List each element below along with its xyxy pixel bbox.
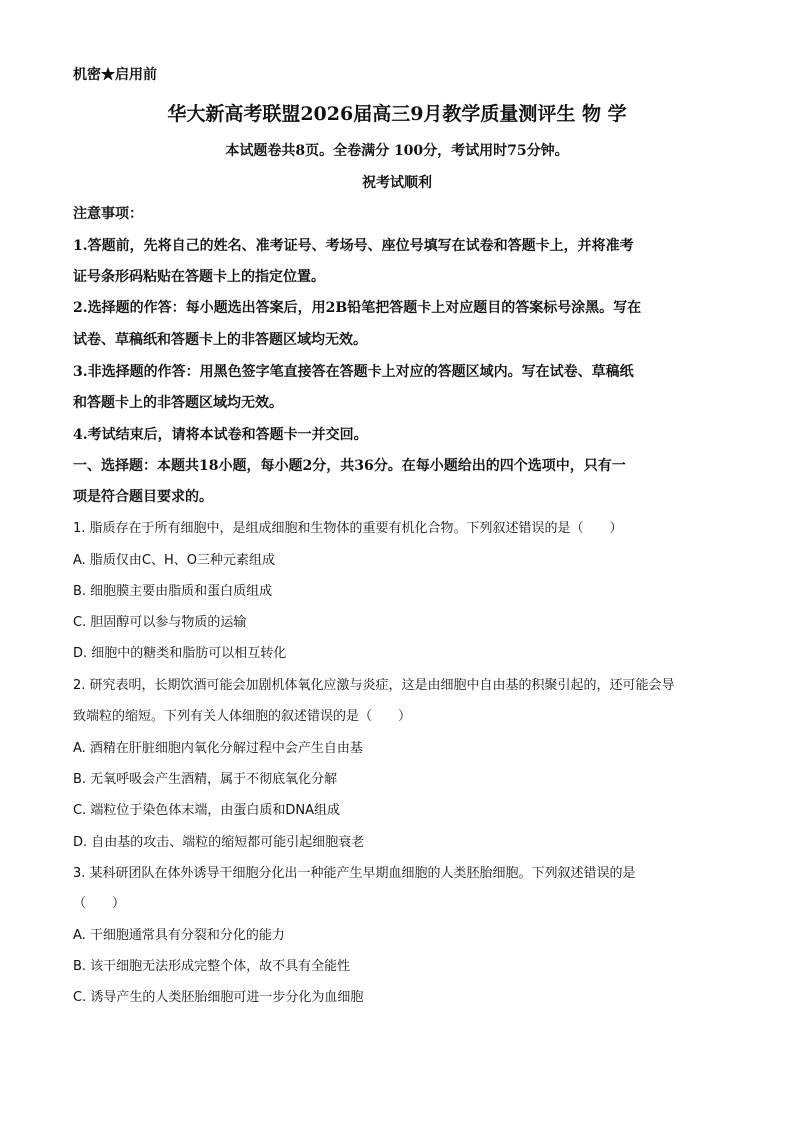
notes-line: 2.选择题的作答：每小题选出答案后，用2B铅笔把答题卡上对应题目的答案标号涂黑。写在	[73, 300, 642, 316]
notes-line: 试卷、草稿纸和答题卡上的非答题区域均无效。	[73, 332, 367, 348]
question-stem: 2. 研究表明，长期饮酒可能会加剧机体氧化应激与炎症，这是由细胞中自由基的积聚引起的，还可能会导	[73, 678, 675, 693]
question-stem: 致端粒的缩短。下列有关人体细胞的叙述错误的是（ ）	[73, 709, 412, 724]
option: A. 脂质仅由C、H、O三种元素组成	[73, 553, 276, 568]
question-stem: （ ）	[73, 896, 126, 911]
option: C. 端粒位于染色体末端，由蛋白质和DNA组成	[73, 803, 340, 818]
notes-line: 和答题卡上的非答题区域均无效。	[73, 395, 283, 411]
option: A. 干细胞通常具有分裂和分化的能力	[73, 928, 285, 943]
option: A. 酒精在肝脏细胞内氧化分解过程中会产生自由基	[73, 741, 363, 756]
question-stem: 1. 脂质存在于所有细胞中，是组成细胞和生物体的重要有机化合物。下列叙述错误的是（ ）	[73, 521, 623, 536]
confidential-label: 机密★启用前	[73, 67, 157, 83]
notes-line: 证号条形码粘贴在答题卡上的指定位置。	[73, 269, 325, 285]
option: C. 诱导产生的人类胚胎细胞可进一步分化为血细胞	[73, 990, 364, 1005]
option: B. 细胞膜主要由脂质和蛋白质组成	[73, 584, 273, 599]
good-luck-line: 祝考试顺利	[362, 175, 432, 191]
option: D. 细胞中的糖类和脂肪可以相互转化	[73, 646, 287, 661]
option: B. 无氧呼吸会产生酒精，属于不彻底氧化分解	[73, 772, 338, 787]
option: D. 自由基的攻击、端粒的缩短都可能引起细胞衰老	[73, 835, 365, 850]
option: B. 该干细胞无法形成完整个体，故不具有全能性	[73, 959, 351, 974]
notes-line: 3.非选择题的作答：用黑色签字笔直接答在答题卡上对应的答题区域内。写在试卷、草稿纸	[73, 364, 634, 380]
notes-line: 4.考试结束后，请将本试卷和答题卡一并交回。	[73, 427, 368, 443]
section-heading: 一、选择题：本题共18小题，每小题2分，共36分。在每小题给出的四个选项中，只有一	[73, 458, 626, 474]
exam-title: 华大新高考联盟2026届高三9月教学质量测评生 物 学	[167, 103, 627, 125]
notes-heading: 注意事项：	[73, 206, 143, 222]
notes-line: 1.答题前，先将自己的姓名、准考证号、考场号、座位号填写在试卷和答题卡上，并将准考	[73, 238, 634, 254]
exam-subtitle: 本试题卷共8页。全卷满分 100分，考试用时75分钟。	[225, 143, 569, 159]
section-heading-cont: 项是符合题目要求的。	[73, 489, 213, 505]
question-stem: 3. 某科研团队在体外诱导干细胞分化出一种能产生早期血细胞的人类胚胎细胞。下列叙述错误的是	[73, 866, 636, 881]
option: C. 胆固醇可以参与物质的运输	[73, 615, 247, 630]
